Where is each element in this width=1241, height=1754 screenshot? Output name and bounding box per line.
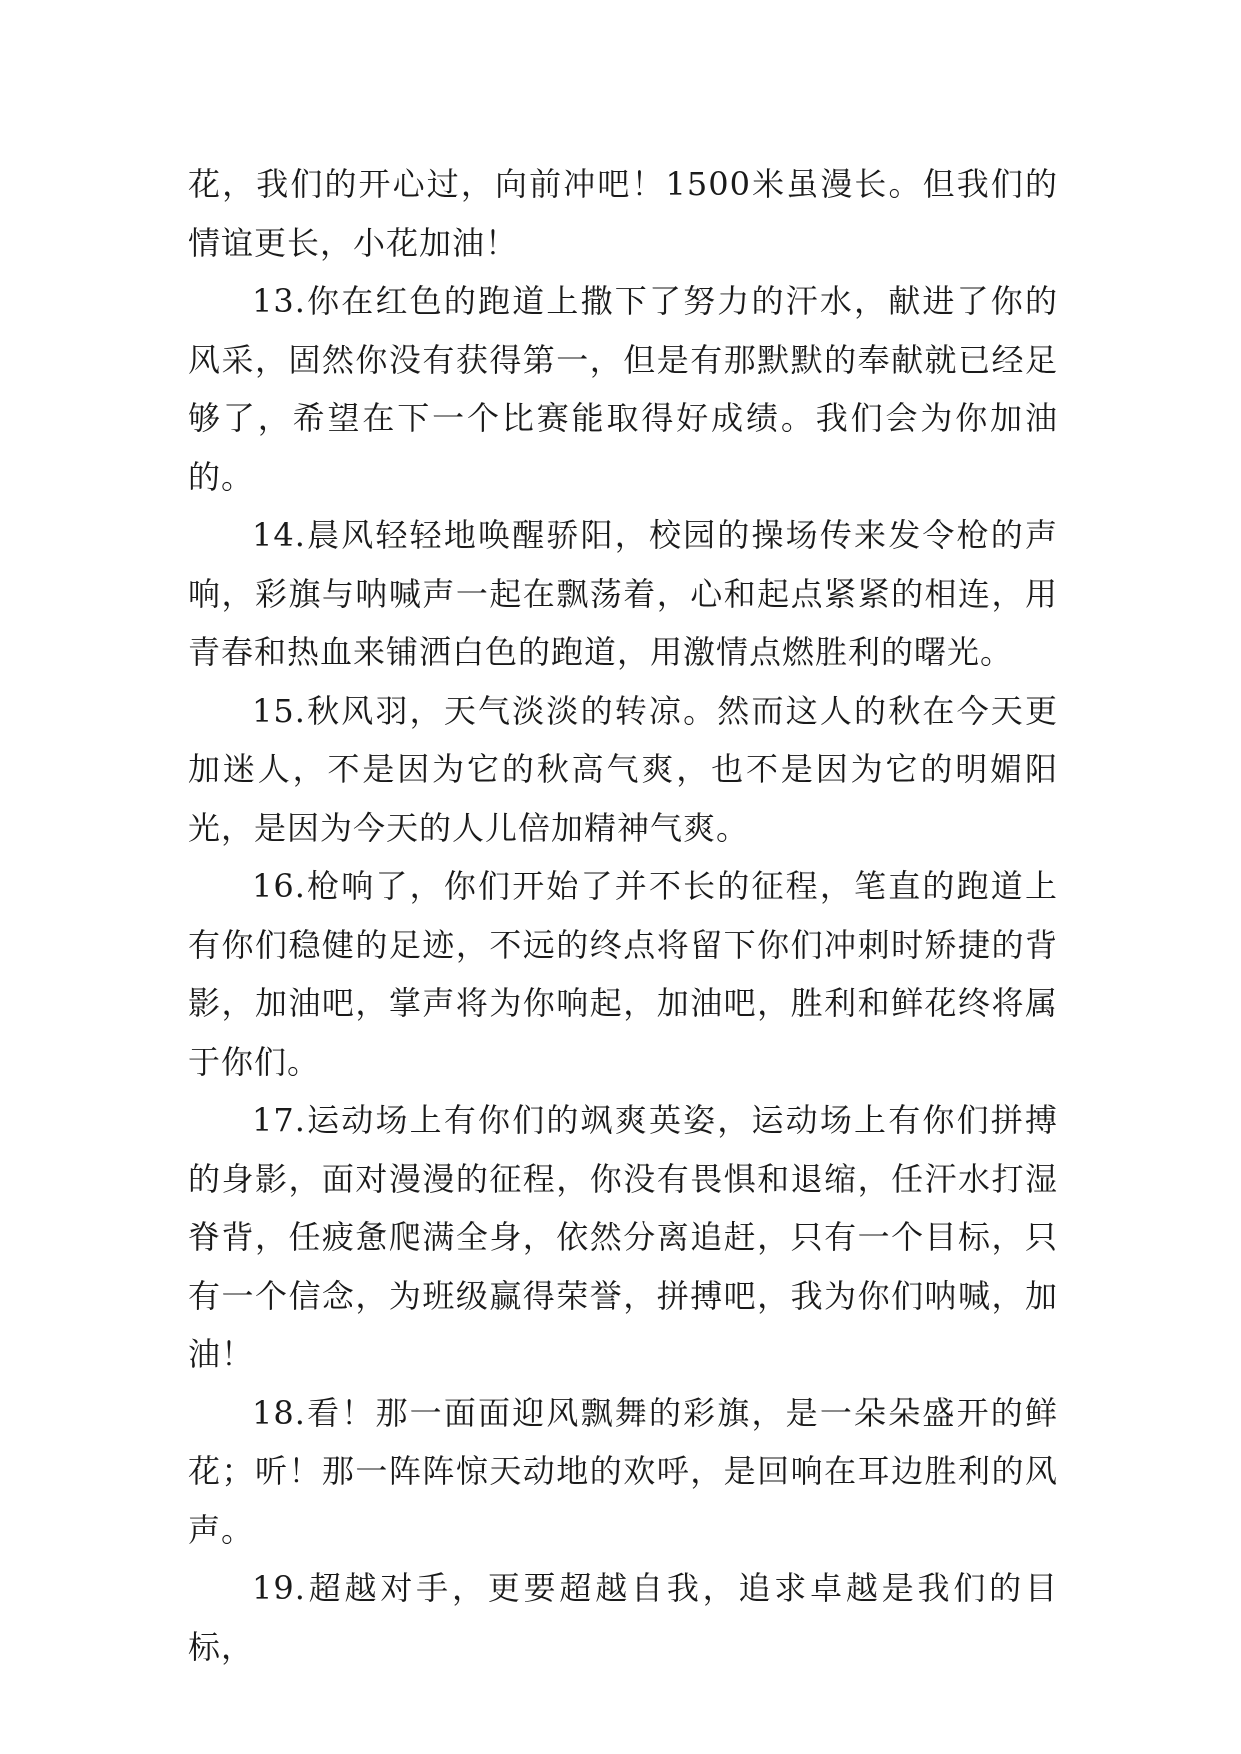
- paragraph-17: 17.运动场上有你们的飒爽英姿，运动场上有你们拼搏的身影，面对漫漫的征程，你没有畏惧和退缩，任汗水打湿脊背，任疲惫爬满全身，依然分离追赶，只有一个目标，只有一个信念，为班级赢得荣誉，拼搏吧，我为你们呐喊，加油！: [188, 1101, 1058, 1373]
- paragraph-16: 16.枪响了，你们开始了并不长的征程，笔直的跑道上有你们稳健的足迹，不远的终点将留下你们冲刺时矫捷的背影，加油吧，掌声将为你响起，加油吧，胜利和鲜花终将属于你们。: [188, 867, 1058, 1081]
- document-body: [188, 155, 1058, 1676]
- paragraph-14: 14.晨风轻轻地唤醒骄阳，校园的操场传来发令枪的声响，彩旗与呐喊声一起在飘荡着，心和起点紧紧的相连，用青春和热血来铺洒白色的跑道，用激情点燃胜利的曙光。: [188, 516, 1058, 671]
- paragraph-continuation: 花，我们的开心过，向前冲吧！1500米虽漫长。但我们的情谊更长，小花加油！: [188, 165, 1058, 262]
- paragraph-13: 13.你在红色的跑道上撒下了努力的汗水，献进了你的风采，固然你没有获得第一，但是有那默默的奉献就已经足够了，希望在下一个比赛能取得好成绩。我们会为你加油的。: [188, 282, 1058, 496]
- paragraph-18: 18.看！那一面面迎风飘舞的彩旗，是一朵朵盛开的鲜花；听！那一阵阵惊天动地的欢呼，是回响在耳边胜利的风声。: [188, 1393, 1058, 1549]
- paragraph-19: 19.超越对手，更要超越自我，追求卓越是我们的目标，: [188, 1569, 1058, 1666]
- paragraph-15: 15.秋风羽，天气淡淡的转凉。然而这人的秋在今天更加迷人，不是因为它的秋高气爽，也不是因为它的明媚阳光，是因为今天的人儿倍加精神气爽。: [188, 691, 1058, 847]
